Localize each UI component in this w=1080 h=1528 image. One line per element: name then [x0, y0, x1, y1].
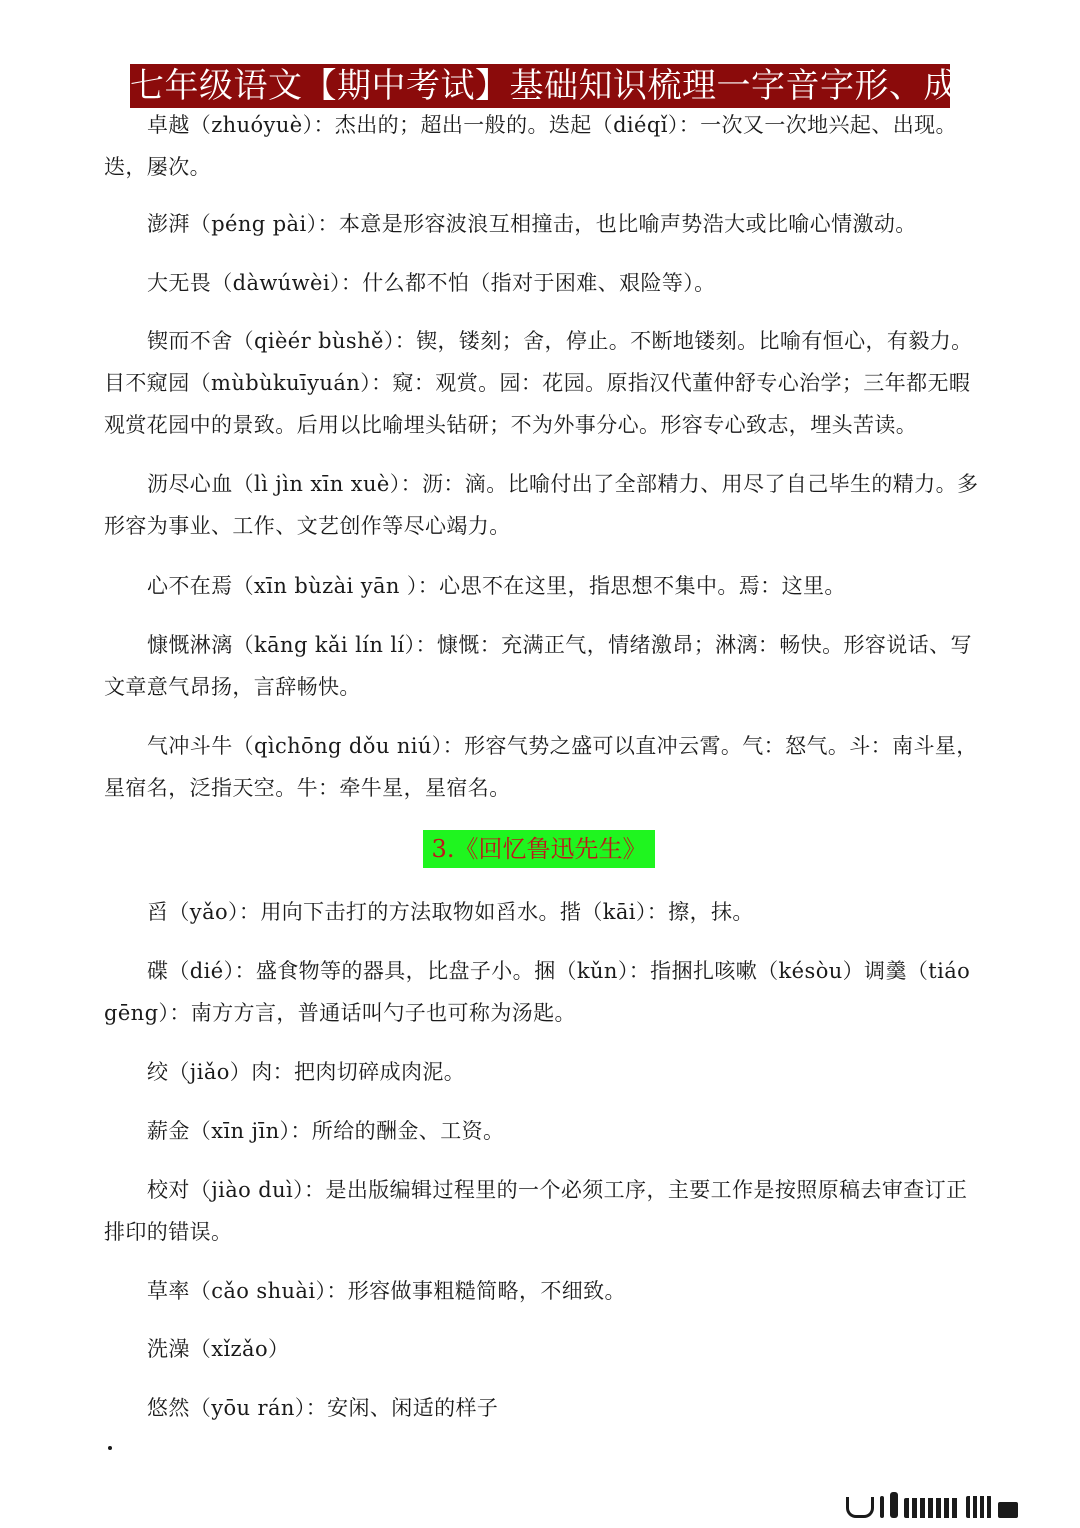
entry-xinjin: 薪金（xīn jīn）：所给的酬金、工资。 [147, 1119, 505, 1143]
entry-die-kun: 碟（dié）：盛食物等的器具，比盘子小。捆（kǔn）：指捆扎咳嗽（késòu）调羹（tiáo gēng）：南方方言，普通话叫勺子也可称为汤匙。 [104, 959, 971, 1025]
entry-caoshuai: 草率（cǎo shuài）：形容做事粗糙简略，不细致。 [147, 1279, 626, 1303]
entry-qichongdouniu: 气冲斗牛（qìchōng dǒu niú）：形容气势之盛可以直冲云霄。气：怒气。斗：南斗星，星宿名，泛指天空。牛：牵牛星，星宿名。 [104, 734, 978, 800]
entry-dawuwei: 大无畏（dàwúwèi）：什么都不怕（指对于困难、艰险等）。 [147, 271, 716, 295]
entry-xizao: 洗澡（xǐzǎo） [147, 1337, 290, 1361]
entry-youran: 悠然（yōu rán）：安闲、闲适的样子 [147, 1396, 499, 1420]
entry-lijinxinxue: 沥尽心血（lì jìn xīn xuè）：沥：滴。比喻付出了全部精力、用尽了自己毕生的精力。多形容为事业、工作、文艺创作等尽心竭力。 [104, 472, 979, 538]
watermark-logo [846, 1488, 1061, 1518]
entry-yao-kai: 舀（yǎo）：用向下击打的方法取物如舀水。揩（kāi）：擦，抹。 [147, 900, 754, 924]
entry-xinbuzaiyan: 心不在焉（xīn bùzài yān ）：心思不在这里，指思想不集中。焉：这里。 [147, 574, 846, 598]
entry-jiaodui: 校对（jiào duì）：是出版编辑过程里的一个必须工序，主要工作是按照原稿去审查订正排印的错误。 [104, 1178, 968, 1244]
section-heading: 3.《回忆鲁迅先生》 [423, 830, 655, 868]
entry-kangkailinli: 慷慨淋漓（kāng kǎi lín lí）：慷慨：充满正气，情绪激昂；淋漓：畅快。形容说话、写文章意气昂扬，言辞畅快。 [104, 633, 972, 699]
stray-dot [108, 1446, 112, 1450]
entry-zhuoyue-dieqi: 卓越（zhuóyuè）：杰出的；超出一般的。迭起（diéqǐ）：一次又一次地兴起、出现。迭，屡次。 [104, 113, 957, 179]
entry-pengpai: 澎湃（péng pài）：本意是形容波浪互相撞击，也比喻声势浩大或比喻心情激动。 [147, 212, 917, 236]
entry-jiaorou: 绞（jiǎo）肉：把肉切碎成肉泥。 [147, 1060, 466, 1084]
document-title: 七年级语文【期中考试】基础知识梳理一字音字形、成语 [130, 66, 993, 106]
entry-qieerbushe-mubukuiyuan: 锲而不舍（qièér bùshě）：锲，镂刻；舍，停止。不断地镂刻。比喻有恒心，有毅力。目不窥园（mùbùkuīyuán）：窥：观赏。园：花园。原指汉代董仲舒专心治学；三年都无暇观赏花园中的景致。后用以比喻埋头钻研；不为外事分心。形容专心致志，埋头苦读。 [104, 329, 973, 437]
